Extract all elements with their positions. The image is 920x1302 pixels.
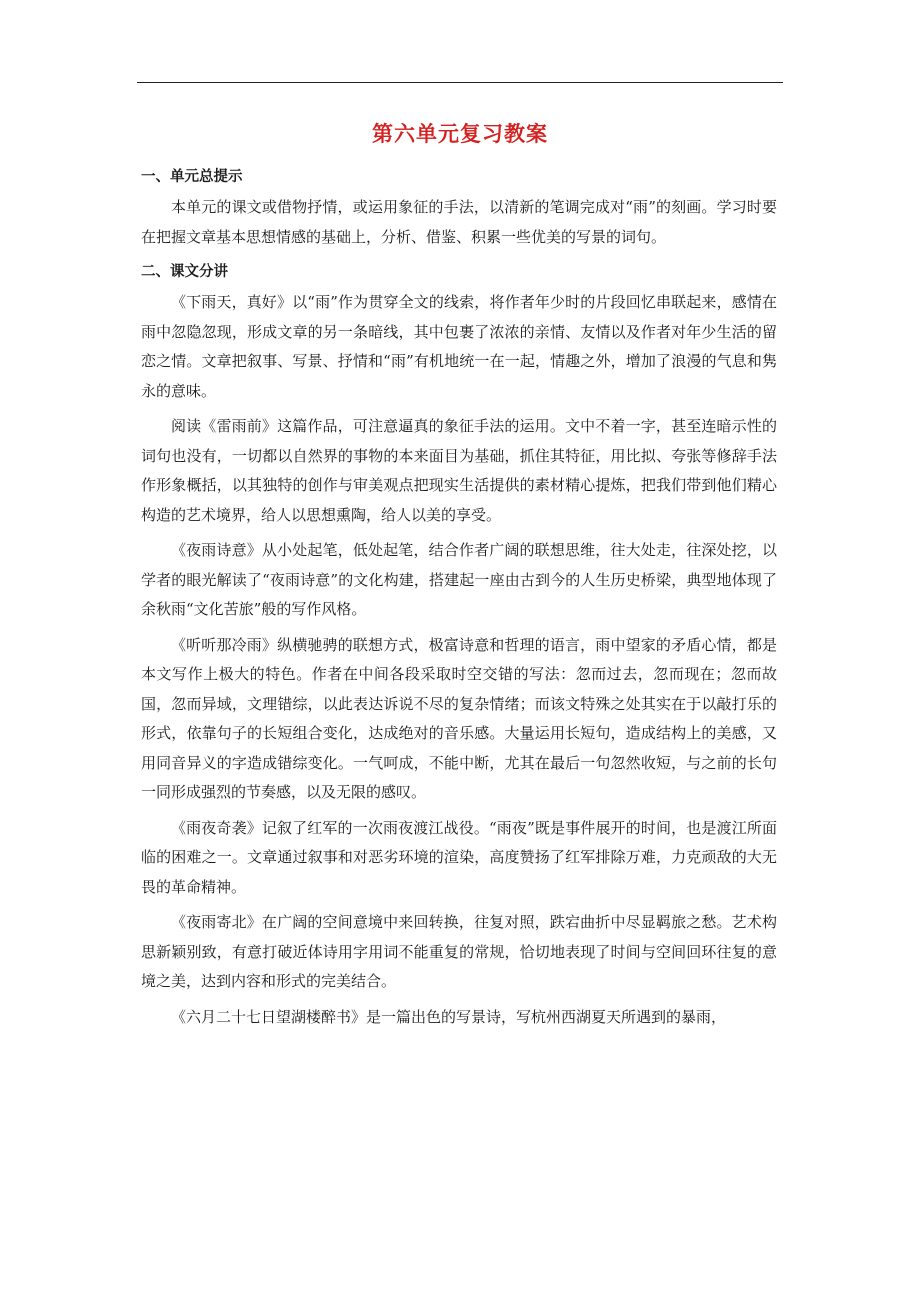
paragraph: 《听听那冷雨》纵横驰骋的联想方式，极富诗意和哲理的语言，雨中望家的矛盾心情，都是本文写作上极大的特色。作者在中间各段采取时空交错的写法：忽而过去，忽而现在；忽而故国，忽而异域，文理错综，以此表达诉说不尽的复杂情绪；而该文特殊之处其实在于以敲打乐的形式，依靠句子的长短组合变化，达成绝对的音乐感。大量运用长短句，造成结构上的美感，又用同音异义的字造成错综变化。一气呵成，不能中断，尤其在最后一句忽然收短，与之前的长句一同形成强烈的节奏感，以及无限的感叹。 (141, 635, 777, 801)
paragraph: 本单元的课文或借物抒情，或运用象征的手法，以清新的笔调完成对“雨”的刻画。学习时要在把握文章基本思想情感的基础上，分析、借鉴、积累一些优美的写景的词句。 (141, 198, 777, 246)
paragraph: 《夜雨诗意》从小处起笔，低处起笔，结合作者广阔的联想思维，往大处走，往深处挖，以学者的眼光解读了“夜雨诗意”的文化构建，搭建起一座由古到今的人生历史桥梁，典型地体现了余秋雨“文化苦旅”般的写作风格。 (141, 541, 777, 618)
document-body (141, 163, 777, 1038)
section-overview (141, 163, 777, 252)
header-rule (137, 82, 783, 83)
paragraph: 《雨夜奇袭》记叙了红军的一次雨夜渡江战役。“雨夜”既是事件展开的时间，也是渡江所面临的困难之一。文章通过叙事和对恶劣环境的渲染，高度赞扬了红军排除万难，力克顽敌的大无畏的革命精神。 (141, 818, 777, 896)
paragraph: 《夜雨寄北》在广阔的空间意境中来回转换，往复对照，跌宕曲折中尽显羁旅之愁。艺术构思新颖别致，有意打破近体诗用字用词不能重复的常规，恰切地表现了时间与空间回环往复的意境之美，达到内容和形式的完美结合。 (141, 913, 777, 990)
paragraph: 《下雨天，真好》以“雨”作为贯穿全文的线索，将作者年少时的片段回忆串联起来，感情在雨中忽隐忽现，形成文章的另一条暗线，其中包裹了浓浓的亲情、友情以及作者对年少生活的留恋之情。文章把叙事、写景、抒情和“雨”有机地统一在一起，情趣之外，增加了浪漫的气息和隽永的意味。 (141, 293, 777, 400)
paragraph: 阅读《雷雨前》这篇作品，可注意逼真的象征手法的运用。文中不着一字，甚至连暗示性的词句也没有，一切都以自然界的事物的本来面目为基础，抓住其特征，用比拟、夸张等修辞手法作形象概括，以其独特的创作与审美观点把现实生活提供的素材精心提炼，把我们带到他们精心构造的艺术境界，给人以思想熏陶，给人以美的享受。 (141, 417, 777, 524)
section-heading: 一、单元总提示 (141, 169, 243, 185)
document-title: 第六单元复习教案 (372, 122, 548, 146)
paragraph: 《六月二十七日望湖楼醉书》是一篇出色的写景诗，写杭州西湖夏天所遇到的暴雨， (171, 1007, 727, 1026)
section-heading: 二、课文分讲 (141, 264, 228, 280)
section-lessons (141, 258, 777, 1032)
